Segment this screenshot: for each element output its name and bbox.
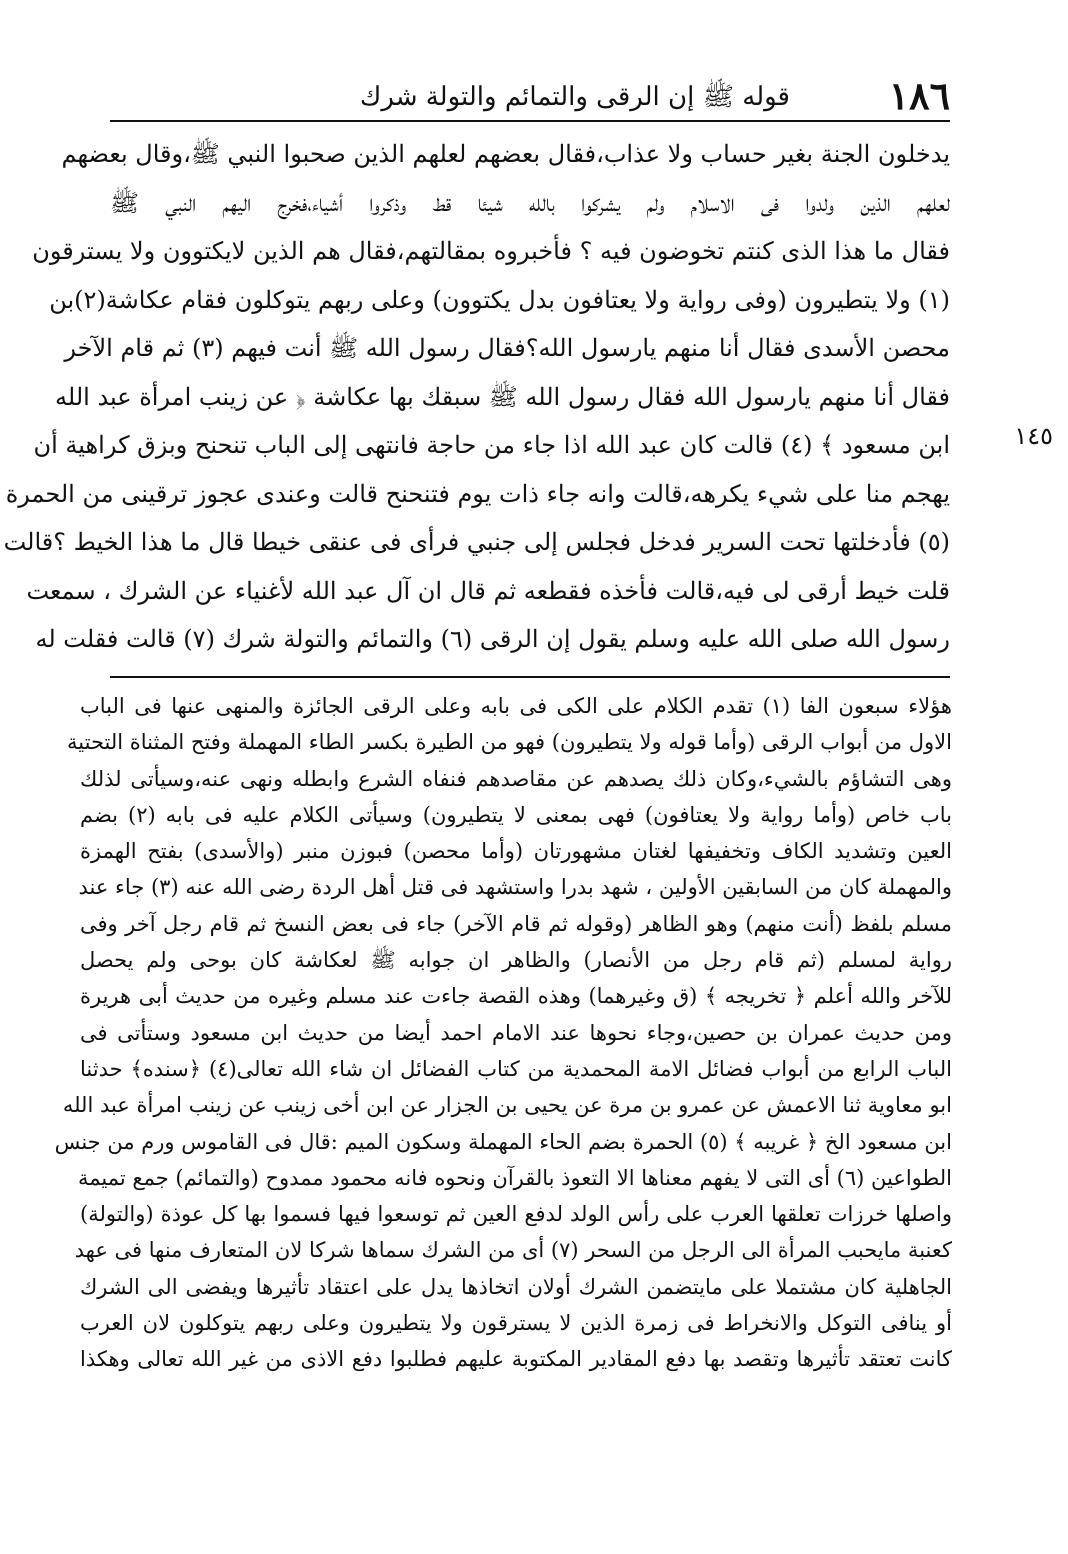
footnote-line: ابن مسعود الخ ﴿ غريبه ﴾ (٥) الحمرة بضم الحاء المهملة وسكون الميم :قال فى القاموس ورم من جنس xyxy=(54,1129,952,1154)
hadith-number: ١٤٥ xyxy=(1014,422,1053,450)
main-line: فقال أنا منهم يارسول الله فقال رسول الله ﷺ سبقك بها عكاشة ﴿ عن زينب امرأة عبد الله xyxy=(55,382,950,411)
footnote-line: للآخر والله أعلم ﴿ تخريجه ﴾ (ق وغيرهما) وهذه القصة جاءت عند مسلم وغيره من حديث أبى هريرة xyxy=(80,984,952,1009)
running-title: قوله ﷺ إن الرقى والتمائم والتولة شرك xyxy=(359,82,790,112)
footnote-rule xyxy=(110,676,950,678)
main-line: (١) ولا يتطيرون (وفى رواية ولا يعتافون بدل يكتوون) وعلى ربهم يتوكلون فقام عكاشة(٢)بن xyxy=(49,285,950,314)
footnote-line: والمهملة كان من السابقين الأولين ، شهد بدرا واستشهد فى قتل أهل الردة رضى الله عنه (٣) جاء عند xyxy=(78,875,952,900)
page-header xyxy=(110,74,950,118)
main-line: محصن الأسدى فقال أنا منهم يارسول الله؟فقال رسول الله ﷺ أنت فيهم (٣) ثم قام الآخر xyxy=(64,334,950,362)
main-line: يدخلون الجنة بغير حساب ولا عذاب،فقال بعضهم لعلهم الذين صحبوا النبي ﷺ،وقال بعضهم xyxy=(61,140,950,168)
footnote-line: واصلها خرزات تعلقها العرب على رأس الولد لدفع العين ثم توسعوا فيها فسموا بها كل عوذة (والتولة) xyxy=(80,1202,952,1227)
main-line: ابن مسعود ﴾ (٤) قالت كان عبد الله اذا جاء من حاجة فانتهى إلى الباب تنحنح وبزق كراهية أن xyxy=(33,431,950,459)
header-rule xyxy=(110,120,950,122)
footnote-line: هؤلاء سبعون الفا (١) تقدم الكلام على الكى فى بابه وعلى الرقى الجائزة والمنهى عنها فى الباب xyxy=(80,694,952,718)
main-line: يهجم منا على شيء يكرهه،قالت وانه جاء ذات يوم فتنحنح قالت وعندى عجوز ترقينى من الحمرة xyxy=(5,479,950,508)
footnote-line: كعنبة مايحبب المرأة الى الرجل من السحر (٧) أى من الشرك سماها شركا لان المتعارف منها فى عهد xyxy=(74,1238,952,1263)
footnote-line: ومن حديث عمران بن حصين،وجاء نحوها عند الامام احمد أيضا من حديث ابن مسعود وستأتى فى xyxy=(80,1020,952,1045)
footnote-line: باب خاص (وأما رواية ولا يعتافون) فهى بمعنى لا يتطيرون) وسيأتى الكلام عليه فى بابه (٢) بضم xyxy=(80,802,952,827)
footnote-line: الطواعين (٦) أى التى لا يفهم معناها الا التعوذ بالقرآن ونحوه فانه محمود ممدوح (والتمائم) جمع تميمة xyxy=(78,1165,952,1190)
footnote-line: أو ينافى التوكل والانخراط فى زمرة الذين لا يسترقون ولا يتطيرون وعلى ربهم يتوكلون لان العرب xyxy=(80,1311,952,1336)
main-line: قلت خيط أرقى لى فيه،قالت فأخذه فقطعه ثم قال ان آل عبد الله لأغنياء عن الشرك ، سمعت xyxy=(26,576,950,605)
footnote-line: مسلم بلفظ (أنت منهم) وهو الظاهر (وقوله ثم قام الآخر) جاء فى بعض النسخ ثم قام رجل آخر وفى xyxy=(80,911,952,936)
footnote-line: ابو معاوية ثنا الاعمش عن عمرو بن مرة عن يحيى بن الجزار عن ابن أخى زينب عن زينب امرأة عبد الله xyxy=(62,1093,952,1118)
main-line: (٥) فأدخلتها تحت السرير فدخل فجلس إلى جنبي فرأى فى عنقى خيطا قال ما هذا الخيط ؟قالت xyxy=(3,528,950,556)
footnote-line: وهى التشاؤم بالشيء،وكان ذلك يصدهم عن مقاصدهم فنفاه الشرع وابطله ونهى عنه،وسيأتى لذلك xyxy=(80,766,952,791)
footnote-line: الجاهلية كان مشتملا على مايتضمن الشرك أولان اتخاذها يدل على اعتقاد تأثيرها ويفضى الى الشرك xyxy=(80,1274,952,1299)
footnote-line: العين وتشديد الكاف وتخفيفها لغتان مشهورتان (وأما محصن) فبوزن منبر (والأسدى) بفتح الهمزة xyxy=(80,839,952,864)
main-line: لعلهم الذين ولدوا فى الاسلام ولم يشركوا بالله شيئا قط وذكروا أشياء،فخرج اليهم النبي ﷺ xyxy=(110,188,950,217)
footnote-line: رواية لمسلم (ثم قام رجل من الأنصار) والظاهر ان جوابه ﷺ لعكاشة كان بوحى ولم يحصل xyxy=(80,948,952,973)
page-number: ١٨٦ xyxy=(888,73,950,118)
footnote-line: الباب الرابع من أبواب فضائل الامة المحمدية من كتاب الفضائل ان شاء الله تعالى(٤) ﴿سنده﴾ حدثنا xyxy=(80,1056,952,1081)
main-line: رسول الله صلى الله عليه وسلم يقول إن الرقى (٦) والتمائم والتولة شرك (٧) قالت فقلت له xyxy=(35,625,950,653)
main-text xyxy=(3,130,950,664)
footnote-line: الاول من أبواب الرقى (وأما قوله ولا يتطيرون) فهو من الطيرة بكسر الطاء المهملة وفتح المثناة التحتية xyxy=(67,730,952,755)
footnote-line: كانت تعتقد تأثيرها وتقصد بها دفع المقادير المكتوبة عليهم فطلبوا دفع الاذى من غير الله تعالى وهكذا xyxy=(80,1347,952,1372)
footnotes xyxy=(54,688,952,1378)
main-line: فقال ما هذا الذى كنتم تخوضون فيه ؟ فأخبروه بمقالتهم،فقال هم الذين لايكتوون ولا يسترقون xyxy=(32,237,950,265)
